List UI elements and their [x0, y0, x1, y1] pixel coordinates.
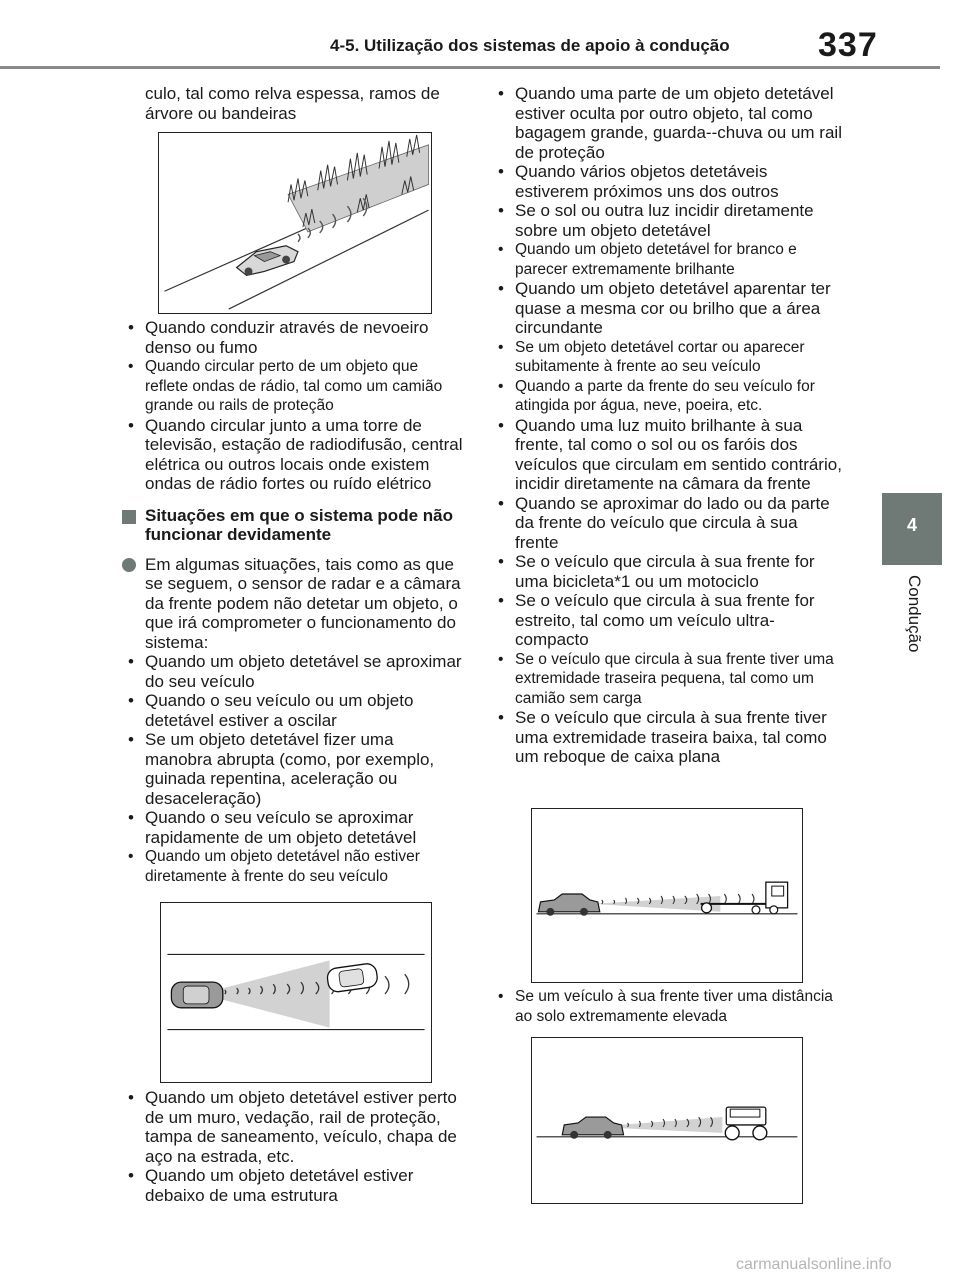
section-title: 4-5. Utilização dos sistemas de apoio à condução [330, 36, 730, 55]
list-item: • Quando o seu veículo se aproximar rapidamente de um objeto detetável [120, 808, 465, 847]
list-item: • Quando um objeto detetável estiver debaixo de uma estrutura [120, 1166, 465, 1205]
list-item: • Se o veículo que circula à sua frente tiver uma extremidade traseira baixa, tal como um reboque de caixa plana [490, 708, 842, 767]
list-item: • Se o sol ou outra luz incidir diretamente sobre um objeto detetável [490, 201, 842, 240]
list-item: • Se o veículo que circula à sua frente for estreito, tal como um veículo ultra-compacto [490, 591, 842, 650]
car-icon [326, 963, 378, 993]
section-intro: Em algumas situações, tais como as que se seguem, o sensor de radar e a câmara da frente podem não detetar um objeto, o que irá comprometer o funcionamento do sistema: [120, 555, 465, 653]
figure-vegetation [158, 132, 432, 314]
conditions-list-e [490, 987, 842, 1026]
section-heading: Situações em que o sistema pode não funcionar devidamente [120, 506, 465, 545]
list-item: • Se um objeto detetável fizer uma manobra abrupta (como, por exemplo, guinada repentina, aceleração ou desaceleração) [120, 730, 465, 808]
adjacent-vehicle-illustration [161, 903, 431, 1082]
list-item: • Quando circular perto de um objeto que reflete ondas de rádio, tal como um camião grande ou rails de proteção [120, 357, 465, 416]
list-item: • Quando a parte da frente do seu veículo for atingida por água, neve, poeira, etc. [490, 377, 842, 416]
list-item: • Se o veículo que circula à sua frente tiver uma extremidade traseira pequena, tal como um camião sem carga [490, 650, 842, 709]
chapter-label-wrap [898, 575, 928, 715]
list-item: • Quando um objeto detetável estiver perto de um muro, vedação, rail de proteção, tampa de saneamento, veículo, chapa de aço na estrada, etc. [120, 1088, 465, 1166]
car-icon [171, 982, 222, 1008]
page-number: 337 [818, 26, 878, 64]
figure-high-clearance [531, 1037, 803, 1204]
high-clearance-vehicle-illustration [532, 1038, 802, 1203]
conditions-list-c [120, 1088, 465, 1205]
car-icon [562, 1117, 623, 1139]
chapter-label: Condução [905, 575, 924, 653]
figure-flatbed-trailer [531, 808, 803, 983]
chapter-number: 4 [906, 515, 917, 535]
intro-continuation: culo, tal como relva espessa, ramos de árvore ou bandeiras [145, 84, 440, 123]
list-item: • Se um objeto detetável cortar ou aparecer subitamente à frente ao seu veículo [490, 338, 842, 377]
list-item: • Quando vários objetos detetáveis estiverem próximos uns dos outros [490, 162, 842, 201]
list-item: • Quando conduzir através de nevoeiro denso ou fumo [120, 318, 465, 357]
figure-adjacent-vehicle [160, 902, 432, 1083]
vegetation-illustration [159, 133, 431, 313]
left-main [120, 318, 465, 886]
list-item: • Quando um objeto detetável aparentar ter quase a mesma cor ou brilho que a área circundante [490, 279, 842, 338]
conditions-list-a [120, 318, 465, 494]
car-icon [538, 894, 599, 916]
list-item: • Quando se aproximar do lado ou da parte da frente do veículo que circula à sua frente [490, 494, 842, 553]
right-bottom [490, 987, 842, 1026]
list-item: • Quando um objeto detetável não estiver diretamente à frente do seu veículo [120, 847, 465, 886]
list-item: • Quando uma luz muito brilhante à sua frente, tal como o sol ou os faróis dos veículos que circulam em sentido contrário, incidir diretamente na câmara da frente [490, 416, 842, 494]
list-item: • Quando uma parte de um objeto detetável estiver oculta por outro objeto, tal como bagagem grande, guarda--chuva ou um rail de proteção [490, 84, 842, 162]
conditions-list-b [120, 652, 465, 886]
left-bottom [120, 1088, 465, 1205]
circle-bullet-icon [122, 558, 136, 572]
list-item: • Quando o seu veículo ou um objeto detetável estiver a oscilar [120, 691, 465, 730]
conditions-list-d [490, 84, 842, 767]
suv-icon [725, 1107, 766, 1140]
header-rule [0, 66, 940, 69]
list-item: • Quando um objeto detetável for branco e parecer extremamente brilhante [490, 240, 842, 279]
car-icon [237, 246, 298, 276]
chapter-tab [882, 493, 942, 565]
square-bullet-icon [122, 510, 136, 524]
list-item: • Quando um objeto detetável se aproximar do seu veículo [120, 652, 465, 691]
list-item: • Quando circular junto a uma torre de televisão, estação de radiodifusão, central elétrica ou outros locais onde existem ondas de rádio fortes ou ruído elétrico [120, 416, 465, 494]
left-intro [120, 84, 465, 123]
watermark: carmanualsonline.info [736, 1256, 892, 1273]
list-item: • Se um veículo à sua frente tiver uma distância ao solo extremamente elevada [490, 987, 842, 1026]
right-main [490, 84, 842, 767]
flatbed-trailer-illustration [532, 809, 802, 982]
list-item: • Se o veículo que circula à sua frente for uma bicicleta*1 ou um motociclo [490, 552, 842, 591]
